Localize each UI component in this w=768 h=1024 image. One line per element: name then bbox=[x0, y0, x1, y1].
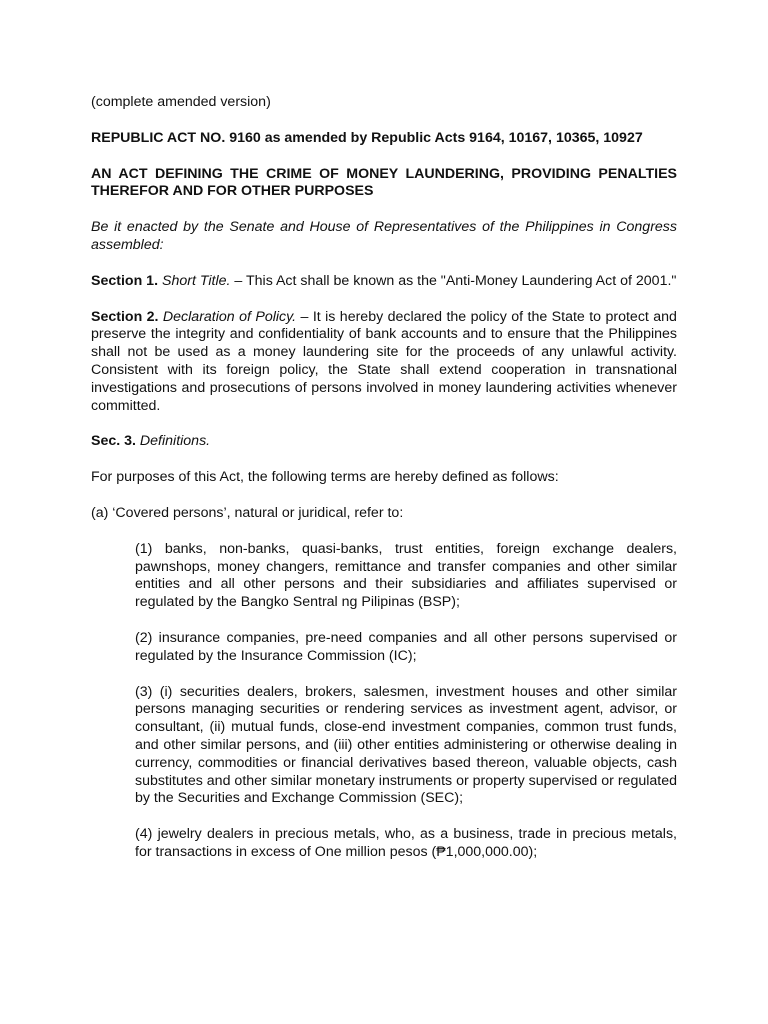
covered-persons-list bbox=[135, 541, 677, 862]
act-title: AN ACT DEFINING THE CRIME OF MONEY LAUNDERING, PROVIDING PENALTIES THEREFOR AND FOR OTHER PURPOSES bbox=[91, 165, 677, 200]
version-note: (complete amended version) bbox=[91, 94, 271, 110]
list-item: (1) banks, non-banks, quasi-banks, trust entities, foreign exchange dealers, pawnshops, money changers, remittance and transfer companies and other similar entities and all other persons and their subsidiaries and affiliates supervised or regulated by the Bangko Sentral ng Pilipinas (BSP); bbox=[135, 540, 677, 611]
list-item: (3) (i) securities dealers, brokers, salesmen, investment houses and other similar persons managing securities or rendering services as investment agent, advisor, or consultant, (ii) mutual funds, close-end investment companies, common trust funds, and other similar persons, and (iii) other entities administering or otherwise dealing in currency, commodities or financial derivatives based thereon, valuable objects, cash substitutes and other similar monetary instruments or property supervised or regulated by the Securities and Exchange Commission (SEC); bbox=[135, 683, 677, 807]
enacting-clause: Be it enacted by the Senate and House of Representatives of the Philippines in Congress assembled: bbox=[91, 219, 677, 253]
section-2-dash: – bbox=[296, 308, 313, 325]
document-page bbox=[91, 94, 677, 862]
section-2-label: Section 2. bbox=[91, 308, 159, 325]
section-1-dash: – bbox=[230, 272, 246, 289]
section-2-heading: Declaration of Policy. bbox=[162, 308, 297, 325]
section-1 bbox=[91, 273, 677, 291]
section-3-label: Sec. 3. bbox=[91, 433, 136, 450]
section-1-text: This Act shall be known as the "Anti-Money Laundering Act of 2001." bbox=[246, 272, 677, 289]
section-3-heading: Definitions. bbox=[139, 433, 211, 450]
section-2-text: It is hereby declared the policy of the State to protect and preserve the integrity and confidentiality of bank accounts and to ensure that the Philippines shall not be used as a money laundering site for the proceeds of any unlawful activity. Consistent with its foreign policy, the State shall extend cooperation in transnational investigations and prosecutions of persons involved in money laundering activities whenever committed. bbox=[91, 308, 677, 414]
section-1-label: Section 1. bbox=[91, 272, 159, 289]
list-item: (2) insurance companies, pre-need companies and all other persons supervised or regulated by the Insurance Commission (IC); bbox=[135, 629, 677, 664]
list-item: (4) jewelry dealers in precious metals, who, as a business, trade in precious metals, for transactions in excess of One million pesos (₱1,000,000.00); bbox=[135, 826, 677, 860]
section-1-heading: Short Title. bbox=[161, 272, 231, 289]
section-2 bbox=[91, 309, 677, 416]
republic-act-title: REPUBLIC ACT NO. 9160 as amended by Republic Acts 9164, 10167, 10365, 10927 bbox=[91, 129, 643, 146]
definitions-intro: For purposes of this Act, the following terms are hereby defined as follows: bbox=[91, 469, 559, 486]
definition-a: (a) ‘Covered persons’, natural or juridical, refer to: bbox=[91, 504, 404, 521]
section-3 bbox=[91, 433, 677, 451]
